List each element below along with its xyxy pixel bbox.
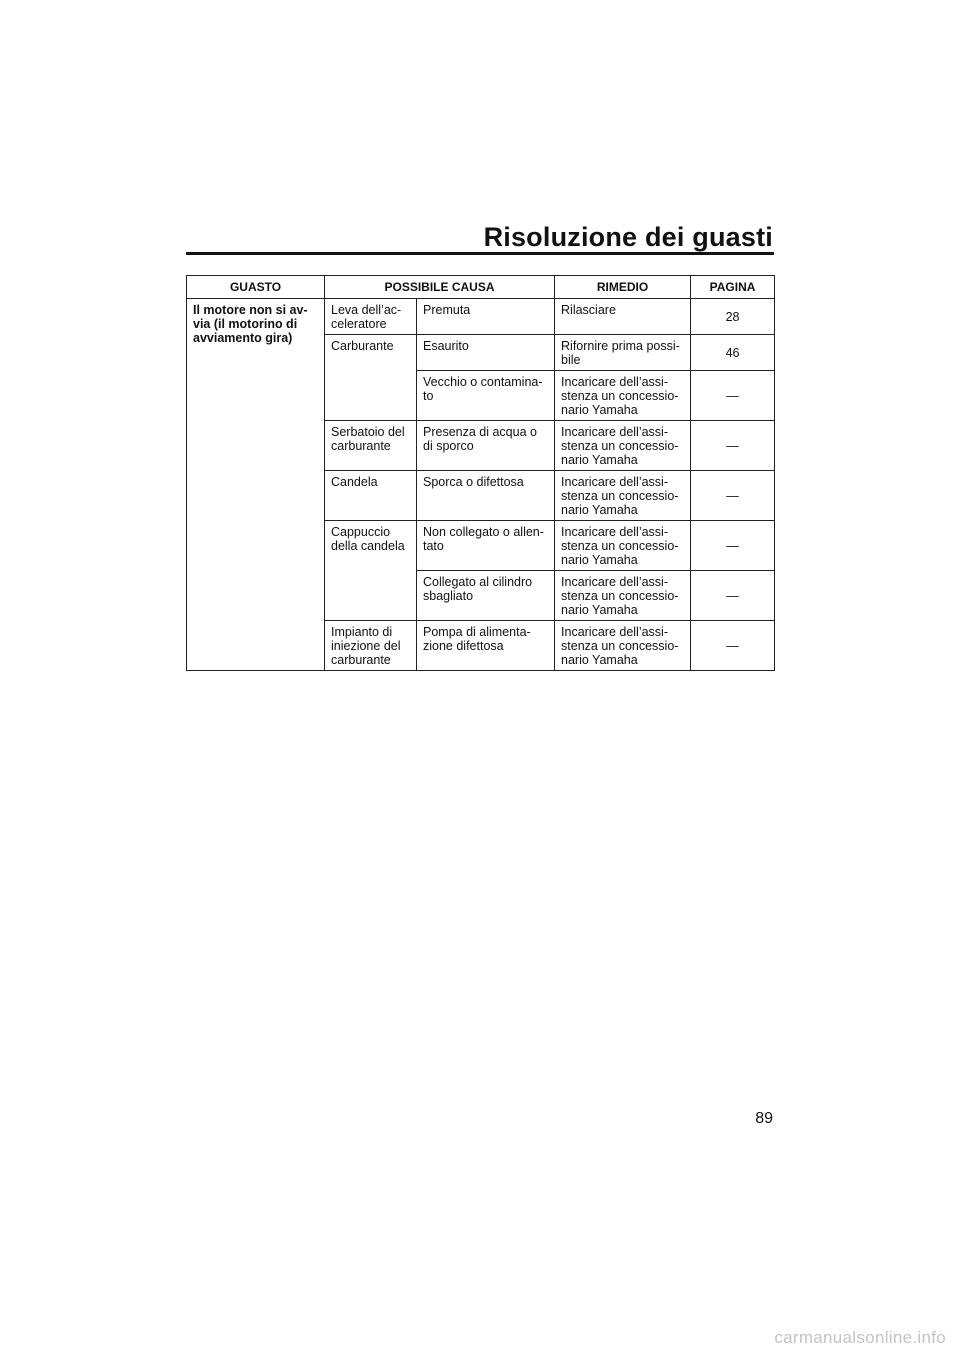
fault-cell: Il motore non si av- via (il motorino di avviamento gira) (187, 299, 325, 671)
header-rimedio: RIMEDIO (555, 276, 691, 299)
cause-cell: Candela (325, 471, 417, 521)
page-cell: — (691, 571, 775, 621)
detail-cell: Pompa di alimenta- zione difettosa (417, 621, 555, 671)
remedy-cell: Incaricare dell’assi- stenza un concessio- nario Yamaha (555, 571, 691, 621)
table-header-row (187, 276, 775, 299)
page-number: 89 (755, 1110, 773, 1127)
page-cell: 46 (691, 335, 775, 371)
page-cell: — (691, 471, 775, 521)
page-cell: 28 (691, 299, 775, 335)
page-cell: — (691, 621, 775, 671)
header-pagina: PAGINA (691, 276, 775, 299)
page-cell: — (691, 421, 775, 471)
detail-cell: Sporca o difettosa (417, 471, 555, 521)
page-cell: — (691, 371, 775, 421)
page-cell: — (691, 521, 775, 571)
remedy-cell: Incaricare dell’assi- stenza un concessio- nario Yamaha (555, 521, 691, 571)
page-title: Risoluzione dei guasti (483, 222, 773, 252)
header-possibile-causa: POSSIBILE CAUSA (325, 276, 555, 299)
detail-cell: Non collegato o allen- tato (417, 521, 555, 571)
cause-cell: Carburante (325, 335, 417, 421)
cause-cell: Impianto di iniezione del carburante (325, 621, 417, 671)
detail-cell: Esaurito (417, 335, 555, 371)
title-rule (186, 252, 774, 255)
remedy-cell: Incaricare dell’assi- stenza un concessio- nario Yamaha (555, 371, 691, 421)
detail-cell: Premuta (417, 299, 555, 335)
remedy-cell: Incaricare dell’assi- stenza un concessio- nario Yamaha (555, 471, 691, 521)
watermark: carmanualsonline.info (774, 1328, 946, 1347)
cause-cell: Serbatoio del carburante (325, 421, 417, 471)
remedy-cell: Rifornire prima possi- bile (555, 335, 691, 371)
cause-cell: Leva dell’ac- celeratore (325, 299, 417, 335)
detail-cell: Collegato al cilindro sbagliato (417, 571, 555, 621)
remedy-cell: Rilasciare (555, 299, 691, 335)
remedy-cell: Incaricare dell’assi- stenza un concessio- nario Yamaha (555, 421, 691, 471)
detail-cell: Presenza di acqua o di sporco (417, 421, 555, 471)
troubleshooting-table (186, 275, 775, 671)
header-guasto: GUASTO (187, 276, 325, 299)
table-row (187, 299, 775, 335)
remedy-cell: Incaricare dell’assi- stenza un concessio- nario Yamaha (555, 621, 691, 671)
detail-cell: Vecchio o contamina- to (417, 371, 555, 421)
cause-cell: Cappuccio della candela (325, 521, 417, 621)
